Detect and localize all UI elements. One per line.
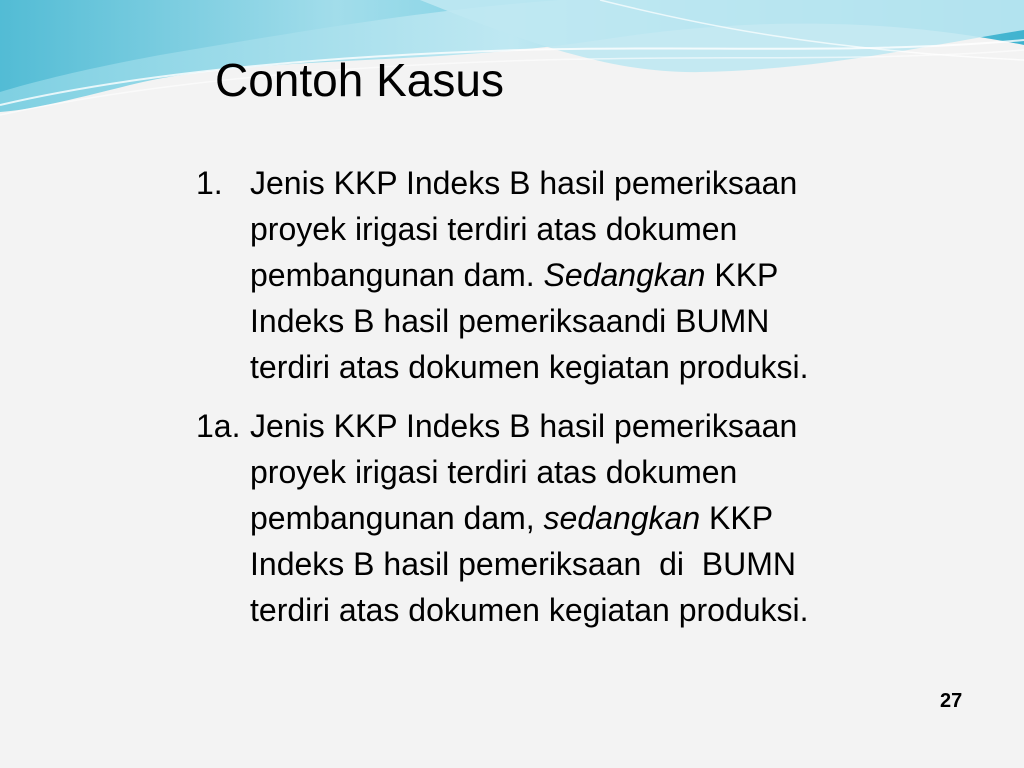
emphasized-text: Sedangkan: [543, 257, 706, 293]
list-item-text: KKP: [714, 257, 779, 293]
list-item-text: pembangunan dam.: [250, 257, 535, 293]
emphasized-text: sedangkan: [543, 500, 701, 536]
list-item-line: proyek irigasi terdiri atas dokumen: [250, 211, 738, 247]
list-item-line: [196, 252, 896, 298]
list-item-line: [196, 495, 896, 541]
list-item-text: KKP: [709, 500, 774, 536]
list-item-line: proyek irigasi terdiri atas dokumen: [250, 454, 738, 490]
list-item-line: terdiri atas dokumen kegiatan produksi.: [250, 592, 809, 628]
list-item-line: Jenis KKP Indeks B hasil pemeriksaan: [250, 408, 798, 444]
list-item-line: Jenis KKP Indeks B hasil pemeriksaan: [250, 165, 798, 201]
list-item-text: pembangunan dam,: [250, 500, 535, 536]
list-item-line: Indeks B hasil pemeriksaan di BUMN: [250, 546, 796, 582]
list-item: [196, 403, 896, 633]
decorative-wave-header: [0, 0, 1024, 130]
list-item-marker: 1a.: [196, 408, 241, 444]
page-number: 27: [940, 690, 963, 712]
slide-title: Contoh Kasus: [215, 54, 504, 106]
list-item: [196, 160, 896, 390]
list-item-line: terdiri atas dokumen kegiatan produksi.: [250, 349, 809, 385]
list-item-marker: 1.: [196, 165, 223, 201]
list-item-line: Indeks B hasil pemeriksaandi BUMN: [250, 303, 770, 339]
